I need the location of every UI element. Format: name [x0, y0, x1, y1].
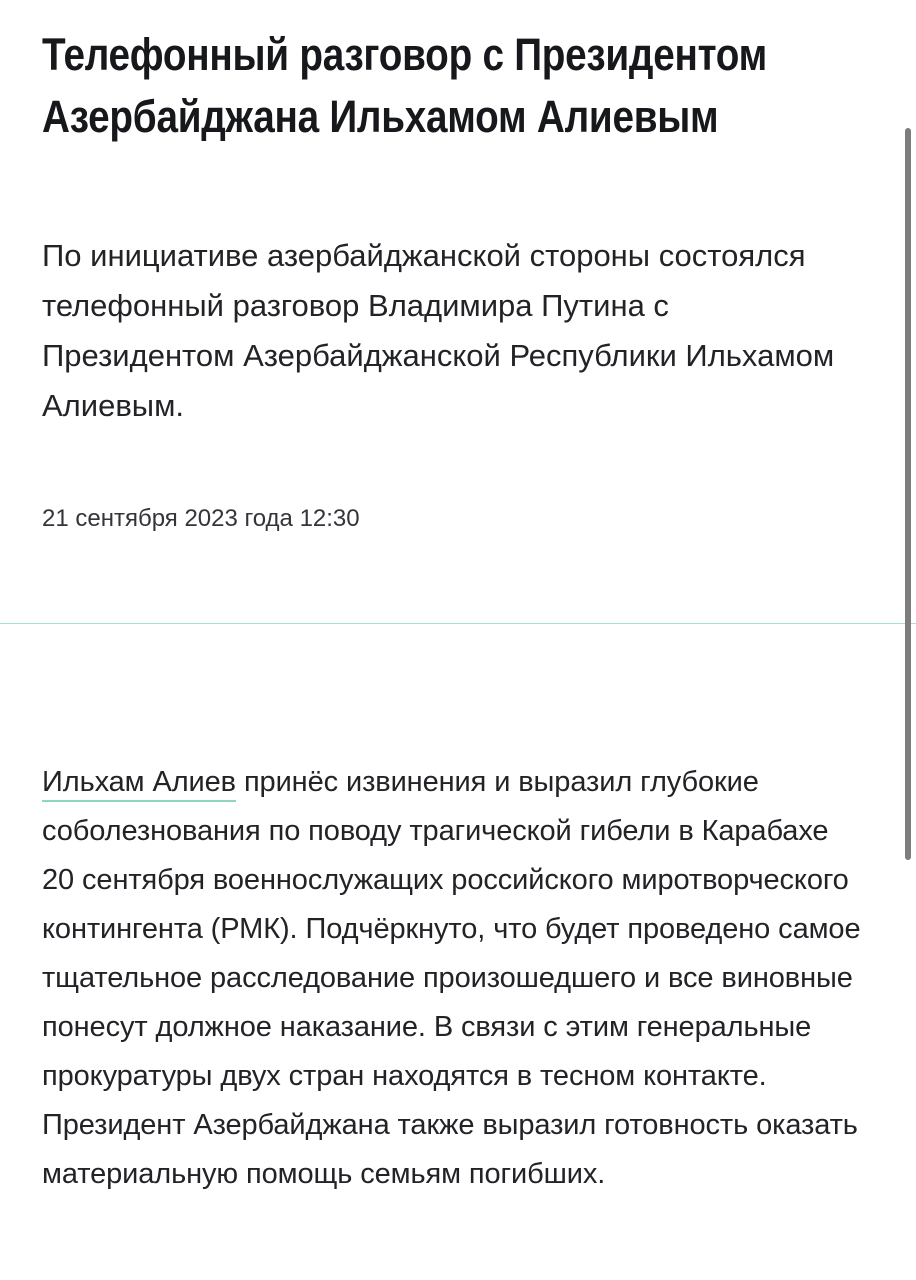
publication-date: 21 сентября 2023 года 12:30 — [42, 505, 360, 532]
article-body — [42, 758, 862, 1199]
scrollbar-thumb[interactable] — [905, 128, 911, 860]
article-lead: По инициативе азербайджанской стороны состоялся телефонный разговор Владимира Путина с Президентом Азербайджанской Республики Ильхамом Алиевым. — [42, 238, 835, 423]
section-divider — [0, 623, 916, 624]
article-body-text: принёс извинения и выразил глубокие соболезнования по поводу трагической гибели в Карабахе 20 сентября военнослужащих российского миротворческого контингента (РМК). Подчёркнуто, что будет проведено самое тщательное расследование произошедшего и все виновные понесут должное наказание. В связи с этим генеральные прокуратуры двух стран находятся в тесном контакте. Президент Азербайджана также выразил готовность оказать материальную помощь семьям погибших. — [42, 766, 861, 1190]
page-title: Телефонный разговор с Президентом Азербайджана Ильхамом Алиевым — [42, 29, 768, 142]
person-link-aliyev[interactable]: Ильхам Алиев — [42, 766, 236, 802]
scrollbar[interactable] — [904, 0, 914, 1280]
